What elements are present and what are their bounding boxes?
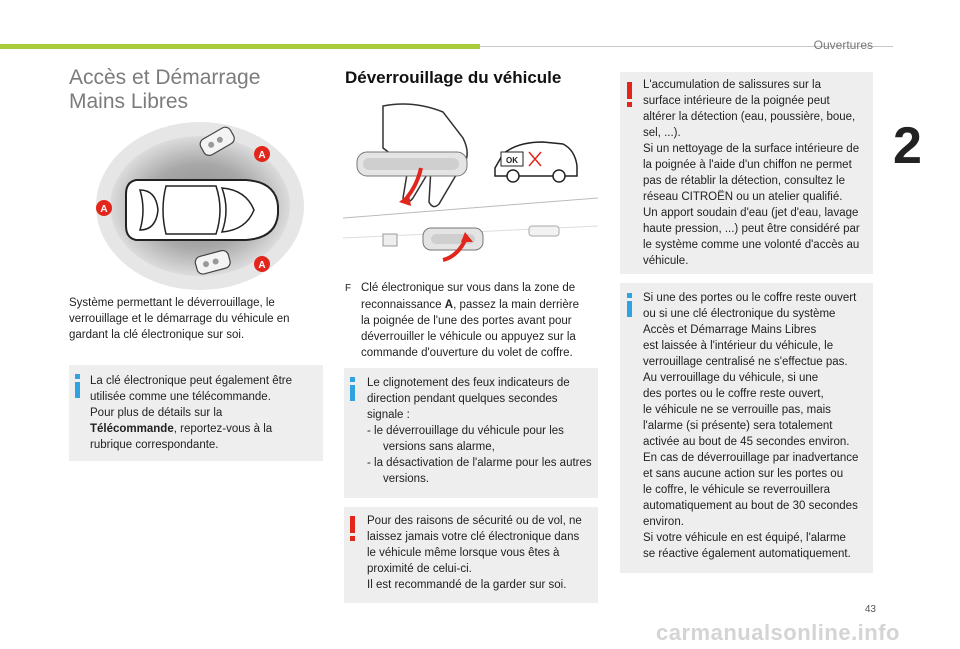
intro-line: Système permettant le déverrouillage, le	[69, 297, 275, 309]
warning-icon	[627, 82, 632, 108]
info-box-indicators-text: Le clignotement des feux indicateurs de direction pendant quelques secondes signale : - le déverrouillage du véhicule pour les versions sans alarme, - la désactivation de l'alarme pour les autres versions.	[367, 377, 592, 485]
unlock-instruction: F Clé électronique sur vous dans la zone de reconnaissance A, passez la main derrière la poignée de l'une des portes avant pour déverrouiller le véhicule ou appuyez sur la commande d'ouverture du volet de coffre.	[345, 282, 579, 359]
zone-reference: A	[444, 299, 454, 311]
remote-reference: Télécommande	[90, 423, 174, 435]
info-icon	[350, 377, 355, 401]
svg-text:A: A	[258, 260, 266, 271]
zone-label-a-bottom	[254, 256, 270, 272]
info-box-locking-text: Si une des portes ou le coffre reste ouvert ou si une clé électronique du système Accès et Démarrage Mains Libres est laissée à l'intérieur du véhicule, le verrouillage centralisé ne s'effectue pas. Au verrouillage du véhicule, si une des portes ou le coffre reste ouvert, le véhicule ne se verrouille pas, mais l'alarme (si présente) sera totalement activée au bout de 45 secondes environ. En cas de déverrouillage par inadvertance et sans aucune action sur les portes ou le coffre, le véhicule se reverrouillera automatiquement au bout de 30 secondes environ. Si votre véhicule en est équipé, l'alarme se réactive également automatiquement.	[643, 292, 859, 560]
handle-close-up	[357, 152, 467, 176]
watermark: carmanualsonline.info	[656, 620, 900, 645]
section-title: Ouvertures	[813, 38, 873, 52]
zone-label-a-left	[96, 200, 112, 216]
warning-box-key-text: Pour des raisons de sécurité ou de vol, ne laissez jamais votre clé électronique dans le véhicule même lorsque vous êtes à proximité de celui-ci. Il est recommandé de la garder sur soi.	[367, 515, 582, 591]
section-heading-unlock: Déverrouillage du véhicule	[345, 68, 562, 87]
info-box-remote	[69, 365, 323, 461]
page-title	[69, 66, 260, 114]
warning-box-dirt	[620, 72, 873, 274]
intro-paragraph	[69, 295, 319, 343]
bullet-marker: F	[345, 283, 352, 294]
svg-text:A: A	[100, 204, 108, 215]
page-number: 43	[864, 604, 876, 615]
intro-line: verrouillage et le démarrage du véhicule en	[69, 313, 290, 325]
detection-zone-figure	[90, 118, 305, 293]
list-item: - la désactivation de l'alarme pour les autres versions.	[367, 457, 592, 485]
car-side-icon	[495, 142, 577, 182]
page-title-line2: Mains Libres	[69, 90, 189, 113]
info-box-remote-text: La clé électronique peut également être utilisée comme une télécommande. Pour plus de détails sur la Télécommande, reportez-vous à la rubrique correspondante.	[90, 375, 293, 451]
warning-box-key	[344, 507, 598, 603]
header-accent-bar	[0, 44, 480, 49]
zone-label-a-top	[254, 146, 270, 162]
svg-text:A: A	[258, 150, 266, 161]
info-box-locking	[620, 283, 873, 573]
warning-box-dirt-text: L'accumulation de salissures sur la surface intérieure de la poignée peut altérer la détection (eau, poussière, boue, sel, ...). Si un nettoyage de la surface intérieure de la poignée à l'aide d'un chiffon ne permet pas de rétablir la détection, consultez le réseau CITROËN ou un atelier qualifié. Un apport soudain d'eau (jet d'eau, lavage haute pression, ...) peut être considéré par le système comme une volonté d'accès au véhicule.	[643, 79, 860, 267]
info-icon	[75, 374, 80, 398]
warning-icon	[350, 516, 355, 542]
info-box-indicators	[344, 368, 598, 498]
door-handle-figure	[343, 98, 598, 276]
page-title-line1: Accès et Démarrage	[69, 66, 261, 89]
list-item: - le déverrouillage du véhicule pour les versions sans alarme,	[367, 425, 564, 453]
door-panel-view	[343, 198, 598, 260]
chapter-number: 2	[893, 117, 922, 175]
intro-line: gardant la clé électronique sur soi.	[69, 329, 245, 341]
info-icon	[627, 293, 632, 317]
ok-label: OK	[506, 156, 518, 165]
car-top-view-icon	[126, 180, 278, 240]
